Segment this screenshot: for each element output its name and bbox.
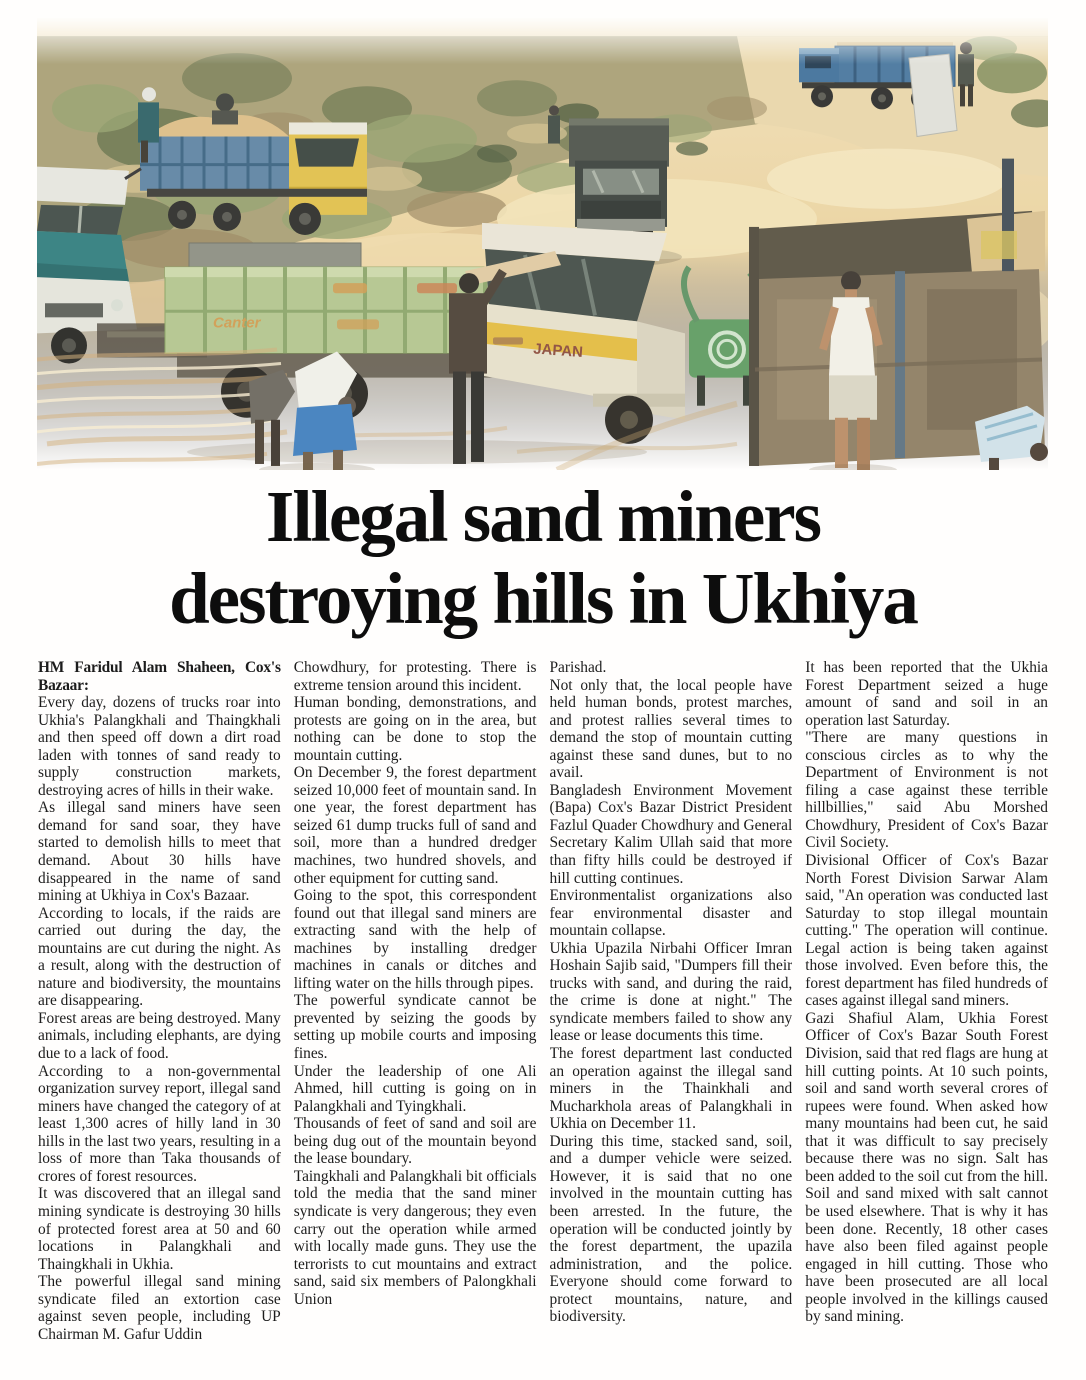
article-paragraph: Parishad. bbox=[549, 659, 607, 676]
sand-mining-photo-illustration bbox=[37, 18, 1048, 470]
article-paragraph: On December 9, the forest department seized 10,000 feet of mountain sand. In one year, the forest department has seized 61 dump trucks full of sand and soil, more than a hundred dredger machines, two hundred shovels, and other equipment for cutting sand. bbox=[293, 764, 537, 887]
article-paragraph: As illegal sand miners have seen demand for sand soar, they have started to demolish hills to meet that demand. About 30 hills have disappeared in the name of sand mining at Ukhiya in Cox's Bazaar. bbox=[38, 799, 281, 905]
article-paragraph: The forest department last conducted an operation against the illegal sand miners in the Thainkhali and Mucharkhola areas of Palangkhali in Ukhia on December 11. bbox=[549, 1045, 793, 1133]
article-paragraph: Gazi Shafiul Alam, Ukhia Forest Officer of Cox's Bazar South Forest Division, said that red flags are hung at hill cutting points. At 10 such points, soil and sand worth several crores of rupees were found. When asked how many mountains had been cut, he said that it was difficult to say precisely because there was no sign. Salt has been added to the soil cut from the hill. Soil and sand mixed with salt cannot be used elsewhere. That is why it has been done. Recently, 18 other cases have also been filed against people engaged in hill cutting. Those who have been prosecuted are all local people involved in the killings caused by sand mining. bbox=[805, 1009, 1048, 1326]
article-body bbox=[38, 659, 1048, 1378]
article-photo bbox=[37, 18, 1048, 470]
article-paragraph: Thousands of feet of sand and soil are being dug out of the mountain beyond the lease boundary. bbox=[293, 1115, 537, 1168]
article-paragraph: "There are many questions in conscious circles as to why the Department of Environment is not filing a case against these terrible hillbillies," said Abu Morshed Chowdhury, President of Cox's Bazar Civil Society. bbox=[805, 729, 1048, 852]
headline-line-1: Illegal sand miners bbox=[265, 476, 821, 557]
article-paragraph: It was discovered that an illegal sand mining syndicate is destroying 30 hills of protected forest area at 50 and 60 locations in Palangkhali and Thaingkhali in Ukhia. bbox=[38, 1185, 281, 1273]
cab-brand-text: JAPAN bbox=[532, 340, 584, 361]
article-column-4 bbox=[805, 659, 1048, 1378]
article-paragraph: Not only that, the local people have held human bonds, protest marches, and protest rallies several times to demand the stop of mountain cutting against these sand dunes, but to no avail. bbox=[549, 676, 793, 782]
article-paragraph: Under the leadership of one Ali Ahmed, hill cutting is going on in Palangkhali and Tyingkhali. bbox=[293, 1062, 537, 1115]
article-column-1 bbox=[38, 659, 281, 1378]
article-paragraph: According to a non-governmental organization survey report, illegal sand miners have changed the category of at least 1,300 acres of hilly land in 30 hills in the last two years, resulting in a loss of more than Taka thousands of crores of forest resources. bbox=[38, 1062, 281, 1185]
article-column-2 bbox=[294, 659, 537, 1378]
article-paragraph: Forest areas are being destroyed. Many animals, including elephants, are dying due to a lack of food. bbox=[38, 1009, 281, 1063]
article-paragraph: Ukhia Upazila Nirbahi Officer Imran Hoshain Sajib said, "Dumpers fill their trucks with sand, and during the raid, the crime is done at night." The syndicate members failed to show any lease or lease documents this time. bbox=[549, 939, 793, 1045]
article-headline bbox=[0, 476, 1086, 640]
article-paragraph: Divisional Officer of Cox's Bazar North Forest Division Sarwar Alam said, "An operation was conducted last Saturday to stop illegal mountain cutting." The operation will continue. Legal action is being taken against those involved. Even before this, the forest department has filed hundreds of cases against illegal sand miners. bbox=[805, 852, 1048, 1010]
photo-wash bbox=[37, 18, 1048, 470]
article-paragraph: It has been reported that the Ukhia Forest Department seized a huge amount of sand and soil in an operation last Saturday. bbox=[805, 659, 1048, 729]
article-paragraph: Bangladesh Environment Movement (Bapa) Cox's Bazar District President Fazlul Quader Chowdhury and General Secretary Kalim Ullah said that more than fifty hills could be destroyed if hill cutting continues. bbox=[549, 781, 793, 887]
article-paragraph: Going to the spot, this correspondent found out that illegal sand miners are extracting sand with the help of machines by installing dredger machines in canals or ditches and lifting water on the hills through pipes. bbox=[293, 887, 537, 992]
truck-bed-brand-text: Canter bbox=[213, 314, 261, 332]
article-paragraph: Environmentalist organizations also fear environmental disaster and mountain collapse. bbox=[549, 887, 793, 940]
article-column-3 bbox=[550, 659, 793, 1378]
article-paragraph: The powerful illegal sand mining syndicate filed an extortion case against seven people, including UP Chairman M. Gafur Uddin bbox=[38, 1273, 281, 1343]
article-paragraph: Every day, dozens of trucks roar into Ukhia's Palangkhali and Thaingkhali and then speed off down a dirt road laden with tonnes of sand ready to supply construction markets, destroying acres of hills in their wake. bbox=[38, 694, 281, 799]
article-paragraph: During this time, stacked sand, soil, and a dumper vehicle were seized. However, it is said that no one involved in the mountain cutting has been arrested. In the future, the operation will be conducted jointly by the forest department, the upazila administration, and the police. Everyone should come forward to protect mountains, nature, and biodiversity. bbox=[549, 1132, 793, 1326]
article-paragraph: Chowdhury, for protesting. There is extreme tension around this incident. bbox=[293, 659, 537, 694]
article-paragraph: Human bonding, demonstrations, and protests are going on in the area, but nothing can be done to stop the mountain cutting. bbox=[293, 694, 537, 764]
article-paragraph: The powerful syndicate cannot be prevented by seizing the goods by setting up mobile courts and imposing fines. bbox=[293, 992, 537, 1063]
article-byline: HM Faridul Alam Shaheen, Cox's Bazaar: bbox=[38, 659, 281, 694]
article-paragraph: Taingkhali and Palangkhali bit officials told the media that the sand miner syndicate is very dangerous; they even carry out the operation while armed with locally made guns. They use the terrorists to cut mountains and extract sand, said six members of Palongkhali Union bbox=[293, 1167, 537, 1308]
article-paragraph: According to locals, if the raids are carried out during the day, the mountains are cut during the night. As a result, along with the destruction of nature and biodiversity, the mountains are disappearing. bbox=[38, 904, 281, 1010]
headline-line-2: destroying hills in Ukhiya bbox=[169, 558, 917, 639]
